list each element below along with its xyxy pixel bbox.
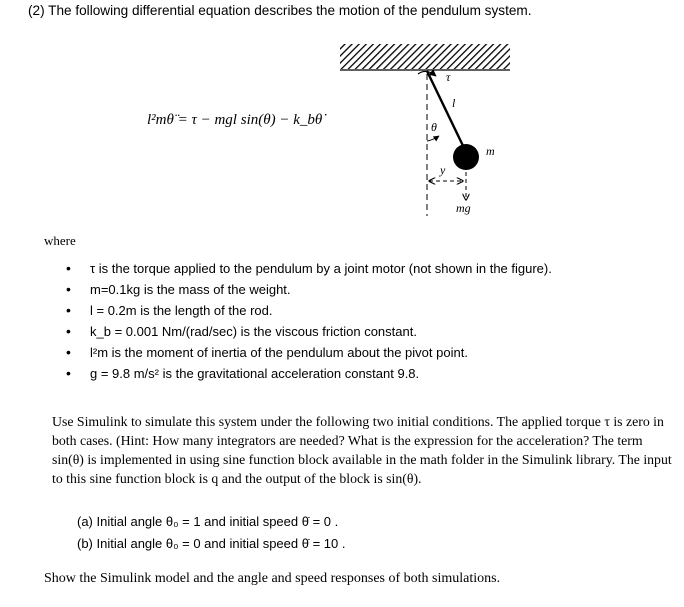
list-item: • k_b = 0.001 Nm/(rad/sec) is the viscous friction constant. xyxy=(60,321,552,342)
instructions-paragraph: Use Simulink to simulate this system under the following two initial conditions. The applied torque τ is zero in both cases. (Hint: How many integrators are needed? What is the expression for the acceleration? The term sin(θ) is implemented in using sine function block available in the math folder in the Simulink library. The input to this sine function block is q and the output of the block is sin(θ). xyxy=(52,414,672,486)
list-item: • τ is the torque applied to the pendulum by a joint motor (not shown in the figure). xyxy=(60,258,552,279)
condition-a: (a) Initial angle θ₀ = 1 and initial speed θ̇ = 0 . xyxy=(77,514,339,529)
list-item: • g = 9.8 m/s² is the gravitational acceleration constant 9.8. xyxy=(60,363,552,384)
mass-label: m xyxy=(486,144,495,158)
pendulum-mass xyxy=(453,144,479,170)
condition-b: (b) Initial angle θ₀ = 0 and initial speed θ̇ = 10 . xyxy=(77,536,346,551)
y-label: y xyxy=(440,163,446,177)
where-label: where xyxy=(44,233,76,248)
initial-conditions-list xyxy=(77,511,345,555)
pendulum-diagram xyxy=(330,44,530,224)
closing-instruction: Show the Simulink model and the angle and speed responses of both simulations. xyxy=(44,571,501,586)
tau-label: τ xyxy=(446,70,451,84)
ceiling-hatch xyxy=(340,44,510,69)
list-item: • l²m is the moment of inertia of the pendulum about the pivot point. xyxy=(60,342,552,363)
parameter-list xyxy=(60,258,552,384)
list-item: • l = 0.2m is the length of the rod. xyxy=(60,300,552,321)
question-title: (2) The following differential equation describes the motion of the pendulum system. xyxy=(28,3,532,18)
pendulum-equation: l²mθ̈ = τ − mgl sin(θ) − k_bθ̇ xyxy=(147,112,323,128)
theta-label: θ xyxy=(431,120,437,134)
theta-arc xyxy=(427,136,439,141)
weight-label: mg xyxy=(456,201,471,215)
length-label: l xyxy=(452,96,456,110)
list-item: • m=0.1kg is the mass of the weight. xyxy=(60,279,552,300)
